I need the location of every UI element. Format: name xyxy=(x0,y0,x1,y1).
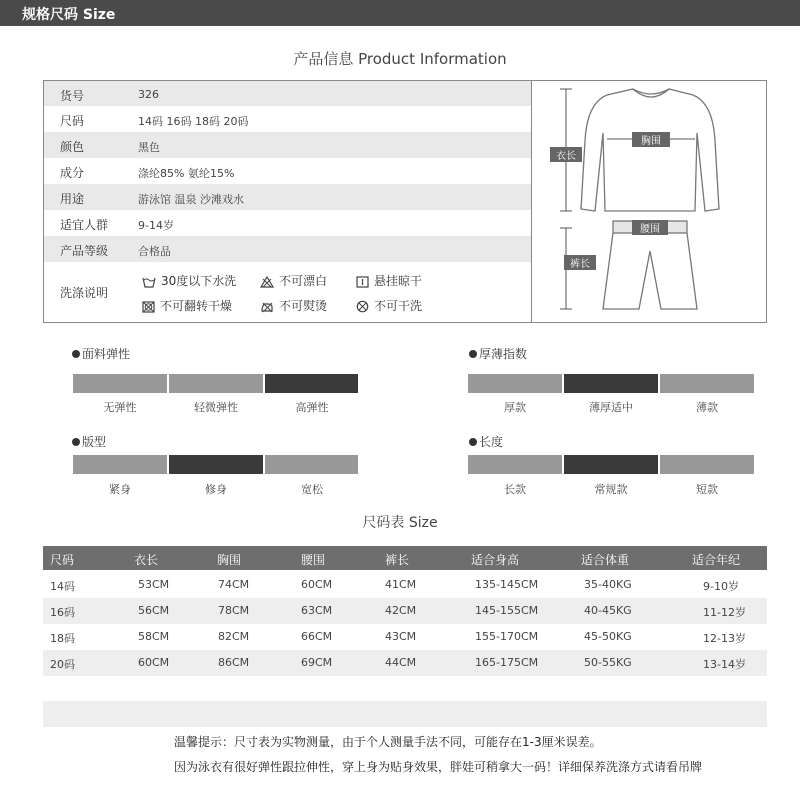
table-cell: 53CM xyxy=(138,578,170,591)
table-row xyxy=(43,572,767,598)
wash-row xyxy=(44,262,531,322)
thickness-option-label: 薄款 xyxy=(696,401,718,414)
bullet-icon xyxy=(469,438,477,446)
bullet-icon xyxy=(72,350,80,358)
table-cell: 56CM xyxy=(138,604,170,617)
info-label: 用途 xyxy=(60,192,85,206)
info-row xyxy=(44,158,531,184)
tip-note: 因为泳衣有很好弹性跟拉伸性，穿上身为贴身效果，胖娃可稍拿大一码！详细保养洗涤方式请看吊牌 xyxy=(174,760,703,774)
fit-title: 版型 xyxy=(72,433,106,450)
info-row xyxy=(44,132,531,158)
elasticity-option-bar xyxy=(265,374,358,393)
elasticity-option-bar xyxy=(73,374,167,393)
fit-option-label: 修身 xyxy=(205,483,227,496)
header-cell: 裤长 xyxy=(385,553,410,567)
thickness-option-bar xyxy=(468,374,562,393)
thickness-option-label: 厚款 xyxy=(504,401,526,414)
elasticity-option-bar xyxy=(169,374,263,393)
chest-label: 胸围 xyxy=(641,136,661,147)
length-arrow xyxy=(560,89,695,309)
table-cell: 41CM xyxy=(385,578,417,591)
table-cell: 86CM xyxy=(218,656,250,669)
fit-option-label: 宽松 xyxy=(301,483,323,496)
elasticity-option-label: 无弹性 xyxy=(103,401,137,414)
table-cell: 18码 xyxy=(50,632,75,645)
info-value: 14码 16码 18码 20码 xyxy=(138,115,249,128)
fit-option-bar xyxy=(73,455,167,474)
fit-option-bar xyxy=(265,455,358,474)
info-row xyxy=(44,81,531,106)
info-value: 326 xyxy=(138,88,159,101)
spacer-band xyxy=(43,701,767,727)
length-option-label: 长款 xyxy=(504,483,526,496)
table-cell: 44CM xyxy=(385,656,417,669)
fit-option-label: 紧身 xyxy=(109,483,131,496)
table-cell: 165-175CM xyxy=(475,656,539,669)
wash-text: 不可干洗 xyxy=(374,299,423,313)
wash-label: 洗涤说明 xyxy=(60,286,109,300)
length-option-bar xyxy=(564,455,658,474)
table-cell: 43CM xyxy=(385,630,417,643)
table-cell: 14码 xyxy=(50,580,75,593)
size-table-title: 尺码表 Size xyxy=(362,515,438,531)
wash-text: 不可翻转干燥 xyxy=(160,299,233,313)
header-cell: 适合年纪 xyxy=(692,553,741,567)
wash-instruction xyxy=(260,297,327,314)
table-cell: 78CM xyxy=(218,604,250,617)
length-title: 长度 xyxy=(469,433,503,450)
table-row xyxy=(43,598,767,624)
header-cell: 胸围 xyxy=(217,553,242,567)
table-cell: 9-10岁 xyxy=(703,580,739,593)
product-info-table xyxy=(43,80,767,323)
length-option-label: 常规款 xyxy=(594,483,628,496)
header-title: 规格尺码 Size xyxy=(22,7,116,23)
table-cell: 74CM xyxy=(218,578,250,591)
elasticity-option-label: 轻微弹性 xyxy=(194,401,238,414)
info-label: 适宜人群 xyxy=(60,218,109,232)
table-cell: 20码 xyxy=(50,658,75,671)
length-option-bar xyxy=(468,455,562,474)
garment-svg xyxy=(533,81,766,322)
table-cell: 58CM xyxy=(138,630,170,643)
elasticity-title: 面料弹性 xyxy=(72,345,130,362)
table-row xyxy=(43,650,767,676)
table-cell: 60CM xyxy=(138,656,170,669)
table-cell: 11-12岁 xyxy=(703,606,746,619)
table-cell: 40-45KG xyxy=(584,604,632,617)
wash-text: 悬挂晾干 xyxy=(374,274,423,288)
waist-label: 腰围 xyxy=(640,224,660,235)
bullet-icon xyxy=(469,350,477,358)
table-cell: 16码 xyxy=(50,606,75,619)
thickness-option-bar xyxy=(564,374,658,393)
tip-note: 温馨提示：尺寸表为实物测量，由于个人测量手法不同，可能存在1-3厘米误差。 xyxy=(174,735,602,749)
table-cell: 66CM xyxy=(301,630,333,643)
table-cell: 63CM xyxy=(301,604,333,617)
header-cell: 适合身高 xyxy=(471,553,520,567)
header-bar xyxy=(0,0,800,26)
no-bleach-icon xyxy=(260,276,274,288)
no-iron-icon xyxy=(260,301,274,313)
table-cell: 135-145CM xyxy=(475,578,539,591)
fit-option-bar xyxy=(169,455,263,474)
wash-instruction xyxy=(356,272,422,289)
no-tumble-dry-icon xyxy=(142,301,155,313)
size-table-header xyxy=(43,546,767,570)
wash-text: 不可熨烫 xyxy=(279,299,328,313)
garment-diagram xyxy=(533,81,766,322)
length-label: 衣长 xyxy=(556,151,576,162)
table-cell: 145-155CM xyxy=(475,604,539,617)
table-row xyxy=(43,624,767,650)
wash-instruction xyxy=(356,297,422,314)
table-cell: 35-40KG xyxy=(584,578,632,591)
table-cell: 155-170CM xyxy=(475,630,539,643)
table-cell: 45-50KG xyxy=(584,630,632,643)
wash-text: 30度以下水洗 xyxy=(161,274,237,288)
header-cell: 腰围 xyxy=(301,553,326,567)
thickness-option-bar xyxy=(660,374,754,393)
table-cell: 60CM xyxy=(301,578,333,591)
table-cell: 69CM xyxy=(301,656,333,669)
info-value: 游泳馆 温泉 沙滩戏水 xyxy=(138,193,244,206)
wash-instruction xyxy=(142,272,236,289)
info-label: 尺码 xyxy=(60,114,85,128)
info-value: 9-14岁 xyxy=(138,219,174,232)
product-info-fields xyxy=(44,81,532,322)
table-cell: 12-13岁 xyxy=(703,632,746,645)
length-option-label: 短款 xyxy=(696,483,718,496)
info-label: 产品等级 xyxy=(60,244,109,258)
info-row xyxy=(44,236,531,262)
table-cell: 82CM xyxy=(218,630,250,643)
pants-length-label: 裤长 xyxy=(570,259,590,270)
hang-dry-icon xyxy=(356,276,369,288)
length-option-bar xyxy=(660,455,754,474)
wash-30-icon xyxy=(142,276,156,288)
table-cell: 42CM xyxy=(385,604,417,617)
info-label: 成分 xyxy=(60,166,85,180)
header-cell: 衣长 xyxy=(134,553,159,567)
no-dry-clean-icon xyxy=(356,300,369,313)
shirt-outline xyxy=(581,89,719,211)
header-cell: 适合体重 xyxy=(581,553,630,567)
wash-instruction xyxy=(142,297,232,314)
bullet-icon xyxy=(72,438,80,446)
info-row xyxy=(44,210,531,236)
info-row xyxy=(44,184,531,210)
info-value: 涤纶85% 氨纶15% xyxy=(138,167,235,180)
header-cell: 尺码 xyxy=(50,553,75,567)
table-cell: 50-55KG xyxy=(584,656,632,669)
info-row xyxy=(44,106,531,132)
elasticity-option-label: 高弹性 xyxy=(295,401,329,414)
info-label: 颜色 xyxy=(60,140,85,154)
wash-instruction xyxy=(260,272,327,289)
wash-text: 不可漂白 xyxy=(279,274,328,288)
info-value: 合格品 xyxy=(138,245,171,258)
info-label: 货号 xyxy=(60,89,85,103)
info-value: 黑色 xyxy=(138,141,160,154)
thickness-title: 厚薄指数 xyxy=(469,345,527,362)
table-cell: 13-14岁 xyxy=(703,658,746,671)
product-info-title: 产品信息 Product Information xyxy=(293,50,507,68)
thickness-option-label: 薄厚适中 xyxy=(589,401,633,414)
